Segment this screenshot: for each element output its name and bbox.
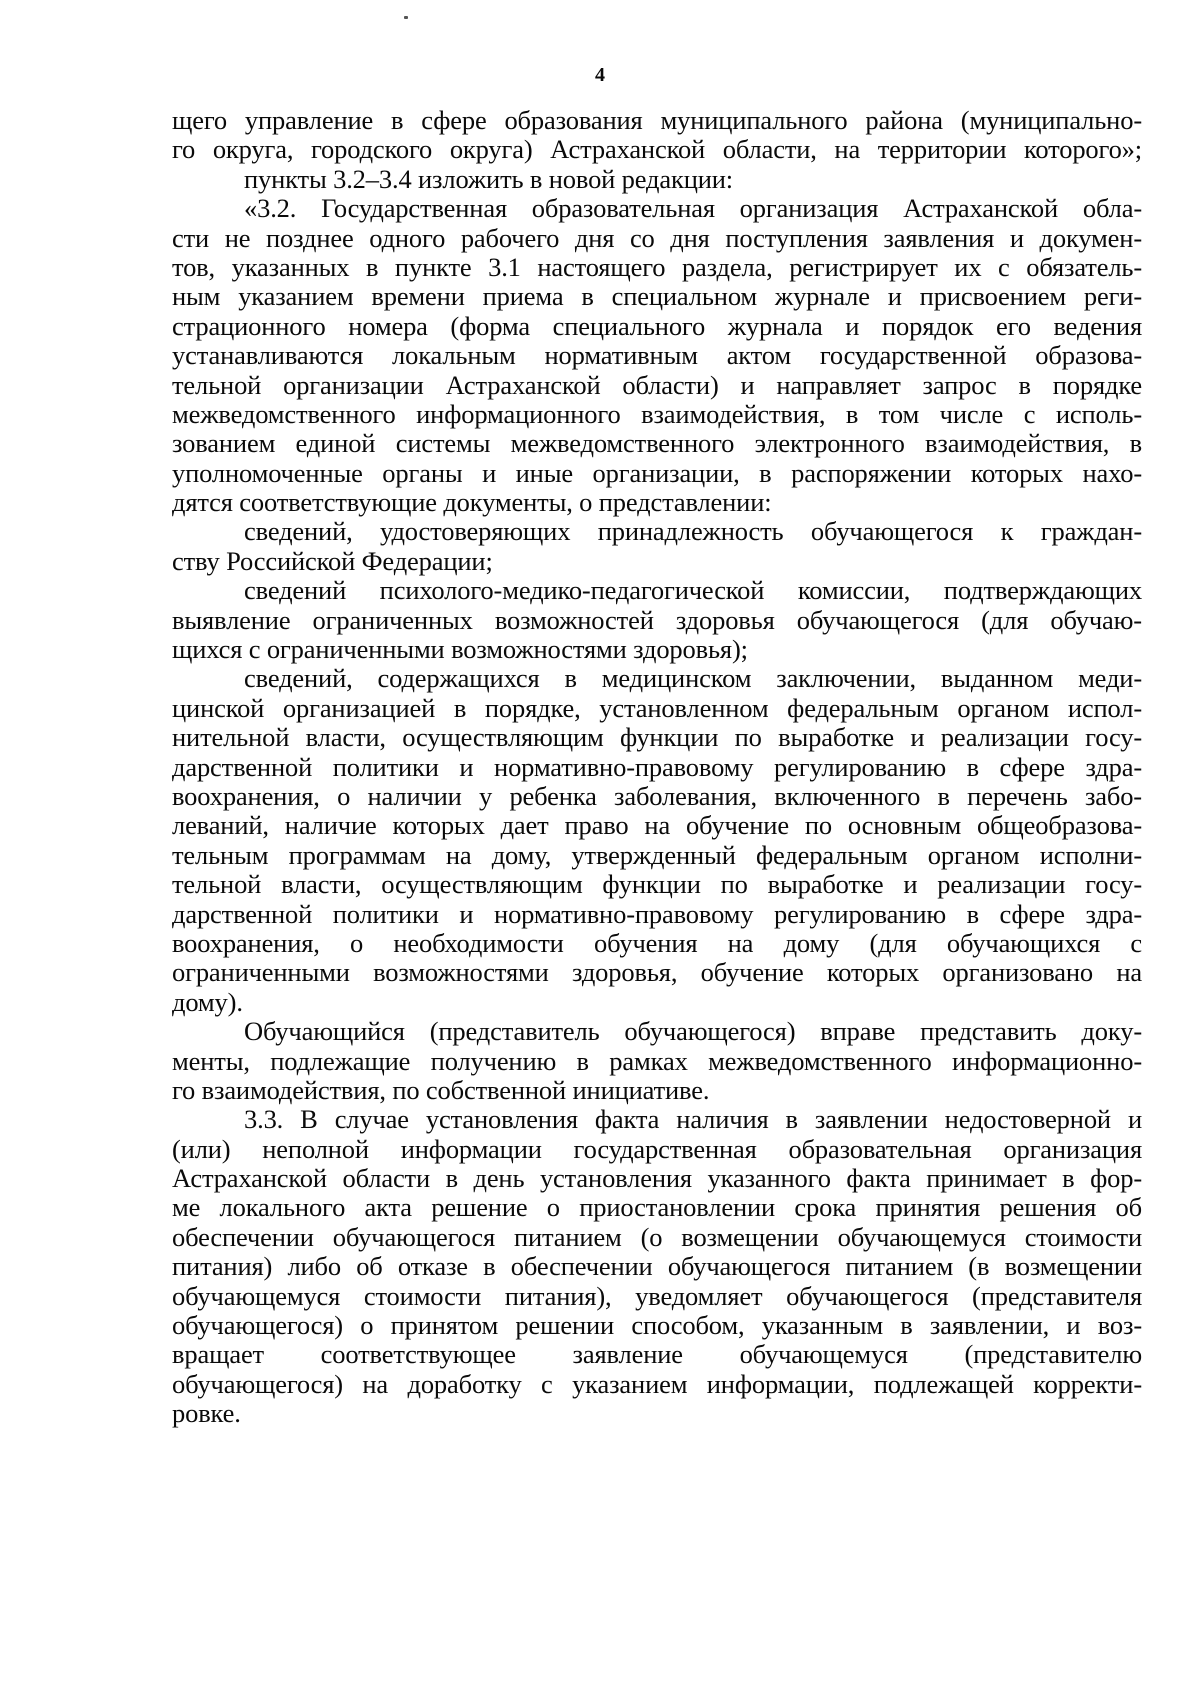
text-line: тельной организации Астраханской области) и направляет запрос в порядке [172,369,1142,400]
text-line: цинской организацией в порядке, установленном федеральным органом испол- [172,692,1142,723]
text-line: тельной власти, осуществляющим функции по выработке и реализации госу- [172,869,1142,900]
scan-speck [404,16,408,19]
text-line: щего управление в сфере образования муниципального района (муниципально- [172,105,1142,135]
text-line: уполномоченные органы и иные организации, в распоряжении которых нахо- [172,457,1142,488]
text-line: дарственной политики и нормативно-правовому регулированию в сфере здра- [172,898,1142,929]
text-line: пункты 3.2–3.4 изложить в новой редакции: [244,163,734,194]
text-line: сти не позднее одного рабочего дня со дня поступления заявления и докумен- [172,222,1142,253]
text-line: (или) неполной информации государственная образовательная организация [172,1133,1142,1164]
text-line: питания) либо об отказе в обеспечении обучающегося питанием (в возмещении [172,1251,1142,1282]
text-line: страционного номера (форма специального журнала и порядок его ведения [172,310,1142,341]
text-line: обеспечении обучающегося питанием (о возмещении обучающемуся стоимости [172,1221,1142,1252]
text-line: ровке. [172,1398,241,1429]
text-line: Астраханской области в день установления указанного факта принимает в фор- [172,1163,1142,1194]
text-line: сведений психолого-медико-педагогической комиссии, подтверждающих [244,575,1142,606]
text-line: нительной власти, осуществляющим функции по выработке и реализации госу- [172,722,1142,753]
text-line: ству Российской Федерации; [172,545,493,576]
text-line: ным указанием времени приема в специальном журнале и присвоением реги- [172,281,1142,312]
text-line: обучающегося) о принятом решении способом, указанным в заявлении, и воз- [172,1310,1142,1341]
text-line: межведомственного информационного взаимодействия, в том числе с исполь- [172,398,1142,429]
text-line: Обучающийся (представитель обучающегося) вправе представить доку- [244,1016,1142,1047]
text-line: тельным программам на дому, утвержденный федеральным органом исполни- [172,839,1142,870]
text-line: выявление ограниченных возможностей здоровья обучающегося (для обучаю- [172,604,1142,635]
text-line: устанавливаются локальным нормативным актом государственной образова- [172,340,1142,371]
text-line: дарственной политики и нормативно-правовому регулированию в сфере здра- [172,751,1142,782]
text-line: обучающегося) на доработку с указанием информации, подлежащей корректи- [172,1368,1142,1399]
text-line: менты, подлежащие получению в рамках межведомственного информационно- [172,1045,1142,1076]
text-line: дому). [172,986,243,1017]
text-line: ограниченными возможностями здоровья, обучение которых организовано на [172,957,1142,988]
text-line: воохранения, о наличии у ребенка заболевания, включенного в перечень забо- [172,780,1142,811]
text-line: воохранения, о необходимости обучения на дому (для обучающихся с [172,927,1142,958]
text-line: сведений, содержащихся в медицинском заключении, выданном меди- [244,663,1142,694]
text-line: обучающемуся стоимости питания), уведомляет обучающегося (представителя [172,1280,1142,1311]
text-line: вращает соответствующее заявление обучающемуся (представителю [172,1339,1142,1370]
text-line: леваний, наличие которых дает право на обучение по основным общеобразова- [172,810,1142,841]
text-line: «3.2. Государственная образовательная организация Астраханской обла- [244,193,1142,224]
document-body [172,106,1142,1429]
text-line: зованием единой системы межведомственного электронного взаимодействия, в [172,428,1142,459]
text-line: го округа, городского округа) Астраханской области, на территории которого»; [172,134,1142,165]
text-line: сведений, удостоверяющих принадлежность обучающегося к граждан- [244,516,1142,547]
page-number: 4 [595,64,605,86]
text-line: дятся соответствующие документы, о представлении: [172,487,772,518]
text-line: тов, указанных в пункте 3.1 настоящего раздела, регистрирует их с обязатель- [172,251,1142,282]
text-line: 3.3. В случае установления факта наличия в заявлении недостоверной и [244,1104,1142,1135]
text-line: щихся с ограниченными возможностями здоровья); [172,634,748,665]
text-line: го взаимодействия, по собственной инициативе. [172,1074,710,1105]
text-line: ме локального акта решение о приостановлении срока принятия решения об [172,1192,1142,1223]
